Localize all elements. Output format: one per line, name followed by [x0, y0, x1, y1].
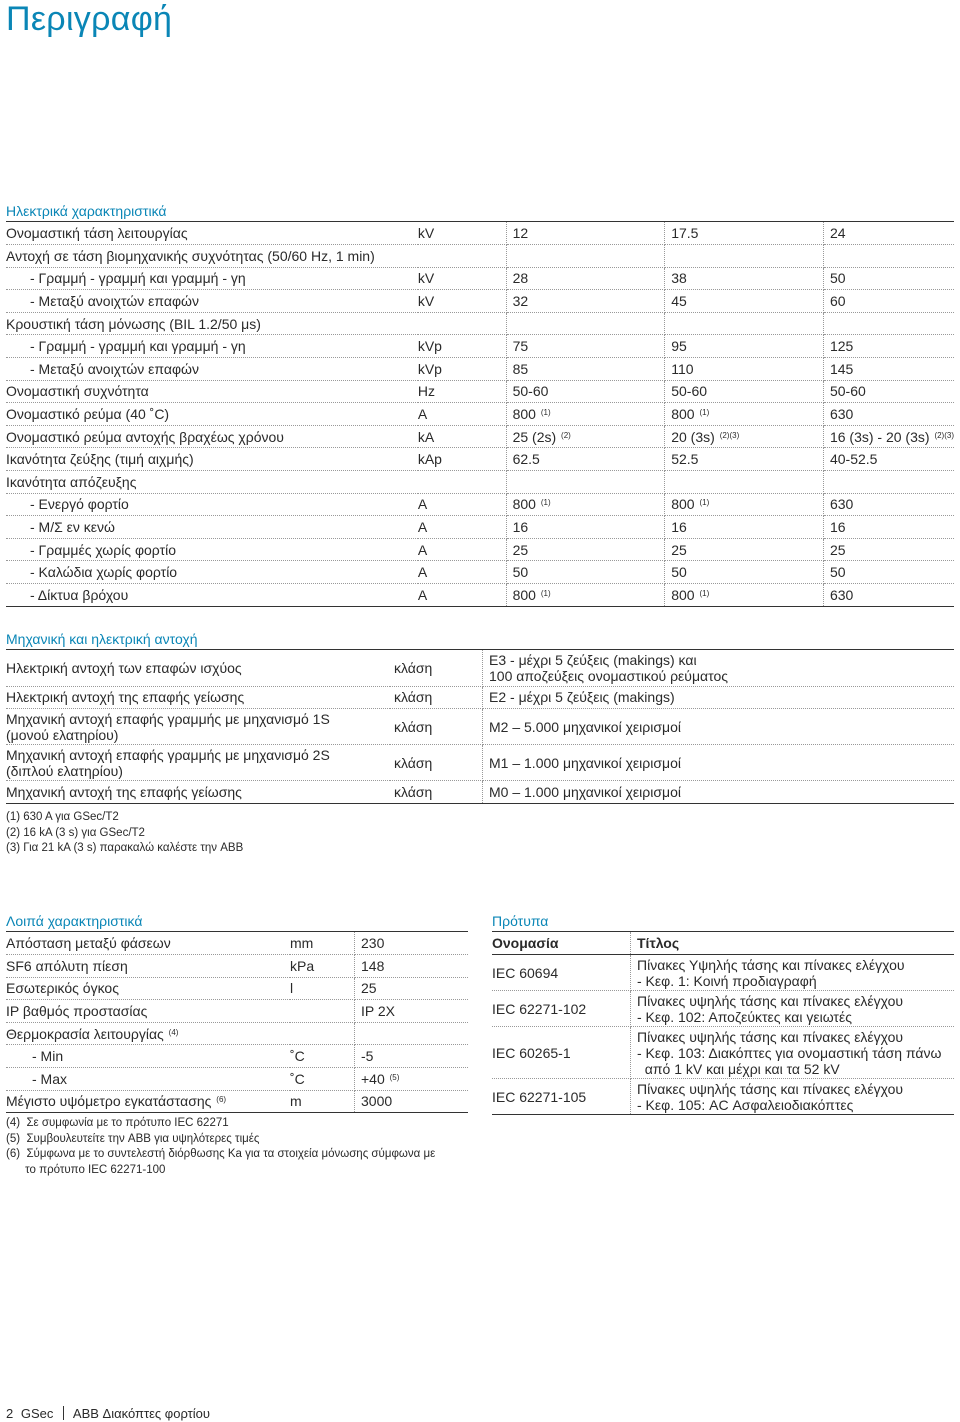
row-value: [665, 448, 824, 471]
footer-product: GSec: [20, 1406, 54, 1421]
row-label: [6, 1068, 290, 1091]
label-text: - Min: [32, 1048, 64, 1065]
row-value: [823, 380, 954, 403]
row-value: [823, 493, 954, 516]
table-row: [492, 1027, 954, 1079]
footnote-ref: (4): [168, 1027, 179, 1037]
row-value: [355, 1022, 469, 1045]
row-value: [823, 267, 954, 290]
page-title: Περιγραφή: [6, 0, 173, 38]
footnote-ref: (1): [540, 408, 551, 418]
row-label: - Καλώδια χωρίς φορτίο: [6, 561, 418, 584]
footnote-ref: (2)(3): [934, 430, 954, 440]
value-text: 17.5: [671, 225, 699, 242]
row-unit: κλάση: [390, 781, 483, 804]
row-value: [355, 1090, 469, 1113]
row-unit: κλάση: [390, 709, 483, 745]
row-unit: m: [290, 1090, 355, 1113]
value-line: E3 - μέχρι 5 ζεύξεις (makings) και: [489, 651, 697, 668]
row-value: [665, 312, 824, 335]
row-value: [665, 516, 824, 539]
row-value: [823, 358, 954, 381]
row-value: [355, 1068, 469, 1091]
row-label: - Δίκτυα βρόχου: [6, 584, 418, 607]
row-unit: kV: [418, 267, 506, 290]
table-row: [6, 650, 954, 686]
row-value: [355, 955, 469, 978]
row-label: - Μεταξύ ανοιχτών επαφών: [6, 358, 418, 381]
title-line: Πίνακες Υψηλής τάσης και πίνακες ελέγχου: [637, 956, 905, 973]
standard-name: IEC 60694: [492, 955, 631, 991]
label-text: Απόσταση μεταξύ φάσεων: [6, 935, 171, 952]
footnote: το πρότυπο IEC 62271-100: [6, 1163, 166, 1176]
label-line: Μηχανική αντοχή επαφής γραμμής με μηχανισμό 1S: [6, 710, 330, 727]
row-label: - Γραμμή - γραμμή και γραμμή - γη: [6, 335, 418, 358]
other-notes: [6, 1116, 435, 1178]
table-row: [6, 1090, 468, 1113]
row-unit: kA: [418, 425, 506, 448]
row-label: [6, 955, 290, 978]
electrical-heading: Ηλεκτρικά χαρακτηριστικά: [6, 203, 167, 219]
value-text: 630: [829, 496, 854, 513]
standards-col-title: Τίτλος: [631, 932, 955, 955]
footnote-ref: (2)(3): [719, 430, 740, 440]
value-text: 25: [512, 541, 529, 558]
row-value: [506, 538, 665, 561]
row-label: [6, 650, 390, 686]
footnote-ref: (2): [561, 430, 571, 440]
table-row: [6, 335, 954, 358]
table-row: [6, 1045, 468, 1068]
row-unit: κλάση: [390, 650, 483, 686]
page-number: 2: [6, 1406, 14, 1421]
row-label: [6, 1090, 290, 1113]
row-value: [483, 709, 955, 745]
value-text: 50: [829, 270, 846, 287]
value-text: 16: [671, 519, 687, 536]
standard-name: IEC 60265-1: [492, 1027, 631, 1079]
row-label: Ονομαστική τάση λειτουργίας: [6, 222, 418, 245]
value-text: 12: [512, 225, 529, 242]
row-value: [823, 561, 954, 584]
row-label: Κρουστική τάση μόνωσης (BIL 1.2/50 μs): [6, 312, 418, 335]
value-text: 50: [829, 564, 846, 581]
value-text: 800: [512, 406, 536, 423]
row-value: [355, 1000, 469, 1023]
row-unit: κλάση: [390, 745, 483, 781]
row-value: [506, 312, 665, 335]
standard-title: [631, 991, 955, 1027]
row-value: [506, 335, 665, 358]
row-value: [665, 538, 824, 561]
other-heading: Λοιπά χαρακτηριστικά: [6, 913, 143, 929]
row-unit: A: [418, 403, 506, 426]
row-value: [823, 448, 954, 471]
row-label: [6, 781, 390, 804]
row-value: [506, 471, 665, 494]
footnote-ref: (1): [699, 498, 710, 508]
row-value: [483, 650, 955, 686]
title-line: Πίνακες υψηλής τάσης και πίνακες ελέγχου: [637, 1080, 904, 1097]
table-row: [6, 584, 954, 607]
standards-table: [492, 932, 954, 1115]
row-value: [665, 222, 824, 245]
standard-name: IEC 62271-105: [492, 1079, 631, 1115]
row-value: [665, 403, 824, 426]
table-row: [6, 222, 954, 245]
row-value: [665, 267, 824, 290]
table-row: [6, 955, 468, 978]
value-text: 16: [512, 519, 529, 536]
row-value: [506, 425, 665, 448]
table-row: [6, 267, 954, 290]
row-value: [665, 584, 824, 607]
title-line: από 1 kV και μέχρι και τα 52 kV: [637, 1060, 840, 1077]
row-value: [823, 312, 954, 335]
row-unit: [418, 245, 506, 268]
row-label: Αντοχή σε τάση βιομηχανικής συχνότητας (50/60 Hz, 1 min): [6, 245, 418, 268]
row-label: - Μεταξύ ανοιχτών επαφών: [6, 290, 418, 313]
row-unit: A: [418, 584, 506, 607]
table-row: [6, 448, 954, 471]
value-line: E2 - μέχρι 5 ζεύξεις (makings): [489, 689, 675, 706]
label-text: Εσωτερικός όγκος: [6, 980, 119, 997]
footer-separator: [63, 1406, 64, 1420]
standards-header-row: [492, 932, 954, 955]
table-row: [6, 245, 954, 268]
row-label: Ικανότητα απόζευξης: [6, 471, 418, 494]
row-value: [823, 584, 954, 607]
row-label: [6, 932, 290, 955]
row-value: [823, 471, 954, 494]
value-text: 52.5: [671, 451, 699, 468]
table-row: [6, 358, 954, 381]
label-text: SF6 απόλυτη πίεση: [6, 957, 128, 974]
value-text: 50-60: [829, 383, 866, 400]
value-text: 62.5: [512, 451, 540, 468]
row-value: [506, 222, 665, 245]
row-unit: l: [290, 977, 355, 1000]
value-line: 100 αποζεύξεις ονομαστικού ρεύματος: [489, 667, 728, 684]
row-unit: [290, 1022, 355, 1045]
row-value: [506, 358, 665, 381]
standards-heading: Πρότυπα: [492, 913, 549, 929]
footnote: (1) 630 A για GSec/T2: [6, 811, 119, 823]
value-text: 145: [829, 360, 854, 377]
value-text: 50-60: [671, 383, 708, 400]
value-text: 25: [829, 541, 846, 558]
row-label: [6, 1022, 290, 1045]
mechanical-table: [6, 650, 954, 804]
title-line: Πίνακες υψηλής τάσης και πίνακες ελέγχου: [637, 992, 904, 1009]
mechanical-notes: [6, 810, 243, 857]
row-unit: kV: [418, 222, 506, 245]
value-text: 75: [512, 338, 529, 355]
row-value: [355, 932, 469, 955]
standard-name: IEC 62271-102: [492, 991, 631, 1027]
label-line: (διπλού ελατηρίου): [6, 762, 123, 779]
value-text: 800: [671, 406, 695, 423]
table-row: [6, 380, 954, 403]
row-value: [665, 471, 824, 494]
row-unit: κλάση: [390, 686, 483, 709]
value-text: 800: [671, 496, 695, 513]
footnote-ref: (1): [540, 588, 551, 598]
row-label: - Γραμμές χωρίς φορτίο: [6, 538, 418, 561]
value-text: 148: [361, 957, 385, 974]
footer-title: ABB Διακόπτες φορτίου: [72, 1406, 211, 1421]
value-line: M2 – 5.000 μηχανικοί χειρισμοί: [489, 718, 681, 735]
footer: [6, 1406, 210, 1421]
table-row: [6, 1068, 468, 1091]
table-row: [6, 290, 954, 313]
row-value: [355, 977, 469, 1000]
row-label: - Ενεργό φορτίο: [6, 493, 418, 516]
row-value: [823, 335, 954, 358]
footnote: (6) Σύμφωνα με το συντελεστή διόρθωσης Ka για τα στοιχεία μόνωσης σύμφωνα με: [6, 1148, 436, 1160]
label-text: IP βαθμός προστασίας: [6, 1003, 148, 1020]
value-text: 85: [512, 360, 529, 377]
value-text: 25: [671, 541, 687, 558]
row-unit: A: [418, 561, 506, 584]
value-text: 16: [829, 519, 846, 536]
value-text: 40-52.5: [829, 451, 878, 468]
value-text: 25: [361, 980, 377, 997]
row-value: [823, 425, 954, 448]
value-text: 25 (2s): [512, 428, 557, 445]
row-label: [6, 745, 390, 781]
row-value: [823, 222, 954, 245]
row-value: [483, 745, 955, 781]
value-text: 32: [512, 293, 529, 310]
row-value: [506, 245, 665, 268]
row-value: [665, 358, 824, 381]
row-value: [823, 538, 954, 561]
row-label: - Γραμμή - γραμμή και γραμμή - γη: [6, 267, 418, 290]
title-line: Πίνακες υψηλής τάσης και πίνακες ελέγχου: [637, 1028, 904, 1045]
table-row: [6, 686, 954, 709]
title-line: - Κεφ. 103: Διακόπτες για ονομαστική τάση πάνω: [637, 1044, 942, 1061]
row-value: [483, 781, 955, 804]
table-row: [6, 745, 954, 781]
footnote-ref: (5): [389, 1072, 400, 1082]
value-text: 24: [829, 225, 846, 242]
value-text: -5: [361, 1048, 374, 1065]
footnote: (5) Συμβουλευτείτε την ABB για υψηλότερες τιμές: [6, 1132, 260, 1145]
row-value: [665, 380, 824, 403]
electrical-table: [6, 222, 954, 607]
row-value: [823, 245, 954, 268]
table-row: [6, 977, 468, 1000]
row-unit: A: [418, 493, 506, 516]
table-row: [6, 1000, 468, 1023]
row-value: [506, 448, 665, 471]
label-text: Μέγιστο υψόμετρο εγκατάστασης: [6, 1093, 212, 1110]
row-label: Ικανότητα ζεύξης (τιμή αιχμής): [6, 448, 418, 471]
row-label: Ονομαστικό ρεύμα αντοχής βραχέως χρόνου: [6, 425, 418, 448]
row-label: [6, 686, 390, 709]
row-value: [506, 403, 665, 426]
row-label: [6, 977, 290, 1000]
value-line: M1 – 1.000 μηχανικοί χειρισμοί: [489, 754, 681, 771]
label-line: Μηχανική αντοχή επαφής γραμμής με μηχανισμό 2S: [6, 746, 330, 763]
value-text: +40: [361, 1070, 385, 1087]
row-value: [506, 584, 665, 607]
row-unit: [290, 1000, 355, 1023]
row-unit: ˚C: [290, 1045, 355, 1068]
row-unit: A: [418, 538, 506, 561]
table-row: [6, 312, 954, 335]
row-value: [665, 493, 824, 516]
other-table: [6, 932, 468, 1113]
footnote-ref: (6): [216, 1095, 227, 1105]
label-line: Μηχανική αντοχή της επαφής γείωσης: [6, 783, 242, 800]
table-row: [6, 709, 954, 745]
value-text: 50: [512, 564, 529, 581]
standard-title: [631, 955, 955, 991]
row-value: [506, 380, 665, 403]
row-value: [483, 686, 955, 709]
row-label: [6, 1045, 290, 1068]
row-value: [506, 290, 665, 313]
table-row: [492, 991, 954, 1027]
row-unit: [418, 471, 506, 494]
label-line: (μονού ελατηρίου): [6, 726, 119, 743]
value-text: 110: [671, 360, 694, 377]
table-row: [6, 561, 954, 584]
row-value: [665, 245, 824, 268]
value-text: 800: [512, 586, 536, 603]
row-value: [665, 561, 824, 584]
row-unit: kPa: [290, 955, 355, 978]
value-text: 230: [361, 935, 385, 952]
title-line: - Κεφ. 1: Κοινή προδιαγραφή: [637, 972, 817, 989]
row-value: [665, 425, 824, 448]
table-row: [492, 1079, 954, 1115]
value-text: 630: [829, 586, 854, 603]
value-text: 45: [671, 293, 687, 310]
title-line: - Κεφ. 105: AC Ασφαλειοδιακόπτες: [637, 1096, 854, 1113]
value-text: 28: [512, 270, 529, 287]
row-value: [506, 516, 665, 539]
value-text: IP 2X: [361, 1003, 395, 1020]
row-unit: [418, 312, 506, 335]
title-line: - Κεφ. 102: Αποζεύκτες και γειωτές: [637, 1008, 852, 1025]
table-row: [6, 425, 954, 448]
value-text: 60: [829, 293, 846, 310]
standard-title: [631, 1079, 955, 1115]
label-text: Θερμοκρασία λειτουργίας: [6, 1025, 164, 1042]
footnote-ref: (1): [699, 588, 710, 598]
footnote-ref: (1): [540, 498, 551, 508]
row-value: [665, 290, 824, 313]
row-label: Ονομαστικό ρεύμα (40 ˚C): [6, 403, 418, 426]
value-text: 95: [671, 338, 687, 355]
row-value: [506, 561, 665, 584]
row-value: [823, 516, 954, 539]
row-label: - Μ/Σ εν κενώ: [6, 516, 418, 539]
table-row: [6, 516, 954, 539]
table-row: [6, 781, 954, 804]
table-row: [6, 471, 954, 494]
table-row: [6, 538, 954, 561]
row-value: [823, 290, 954, 313]
table-row: [6, 932, 468, 955]
value-text: 800: [512, 496, 536, 513]
value-text: 20 (3s): [671, 428, 715, 445]
row-unit: kVp: [418, 335, 506, 358]
row-unit: Hz: [418, 380, 506, 403]
table-row: [6, 403, 954, 426]
row-unit: kVp: [418, 358, 506, 381]
value-text: 630: [829, 406, 854, 423]
footnote: (4) Σε συμφωνία με το πρότυπο IEC 62271: [6, 1117, 229, 1129]
row-unit: mm: [290, 932, 355, 955]
value-text: 50-60: [512, 383, 549, 400]
row-unit: kV: [418, 290, 506, 313]
standard-title: [631, 1027, 955, 1079]
label-line: Ηλεκτρική αντοχή των επαφών ισχύος: [6, 659, 242, 676]
row-label: Ονομαστική συχνότητα: [6, 380, 418, 403]
footnote: (2) 16 kA (3 s) για GSec/T2: [6, 826, 145, 839]
table-row: [6, 493, 954, 516]
footnote: (3) Για 21 kA (3 s) παρακαλώ καλέστε την ABB: [6, 842, 244, 854]
standards-col-name: Ονομασία: [492, 932, 631, 955]
label-text: - Max: [32, 1070, 67, 1087]
row-value: [665, 335, 824, 358]
table-row: [6, 1022, 468, 1045]
value-text: 50: [671, 564, 687, 581]
row-label: [6, 709, 390, 745]
row-label: [6, 1000, 290, 1023]
row-value: [506, 267, 665, 290]
label-line: Ηλεκτρική αντοχή της επαφής γείωσης: [6, 689, 245, 706]
row-value: [506, 493, 665, 516]
table-row: [492, 955, 954, 991]
mechanical-heading: Μηχανική και ηλεκτρική αντοχή: [6, 631, 198, 647]
value-text: 16 (3s) - 20 (3s): [829, 428, 930, 445]
footnote-ref: (1): [699, 408, 710, 418]
row-value: [355, 1045, 469, 1068]
row-unit: kAp: [418, 448, 506, 471]
value-text: 3000: [361, 1093, 393, 1110]
row-unit: ˚C: [290, 1068, 355, 1091]
value-text: 125: [829, 338, 854, 355]
value-line: M0 – 1.000 μηχανικοί χειρισμοί: [489, 783, 681, 800]
row-value: [823, 403, 954, 426]
value-text: 38: [671, 270, 687, 287]
row-unit: A: [418, 516, 506, 539]
value-text: 800: [671, 586, 695, 603]
